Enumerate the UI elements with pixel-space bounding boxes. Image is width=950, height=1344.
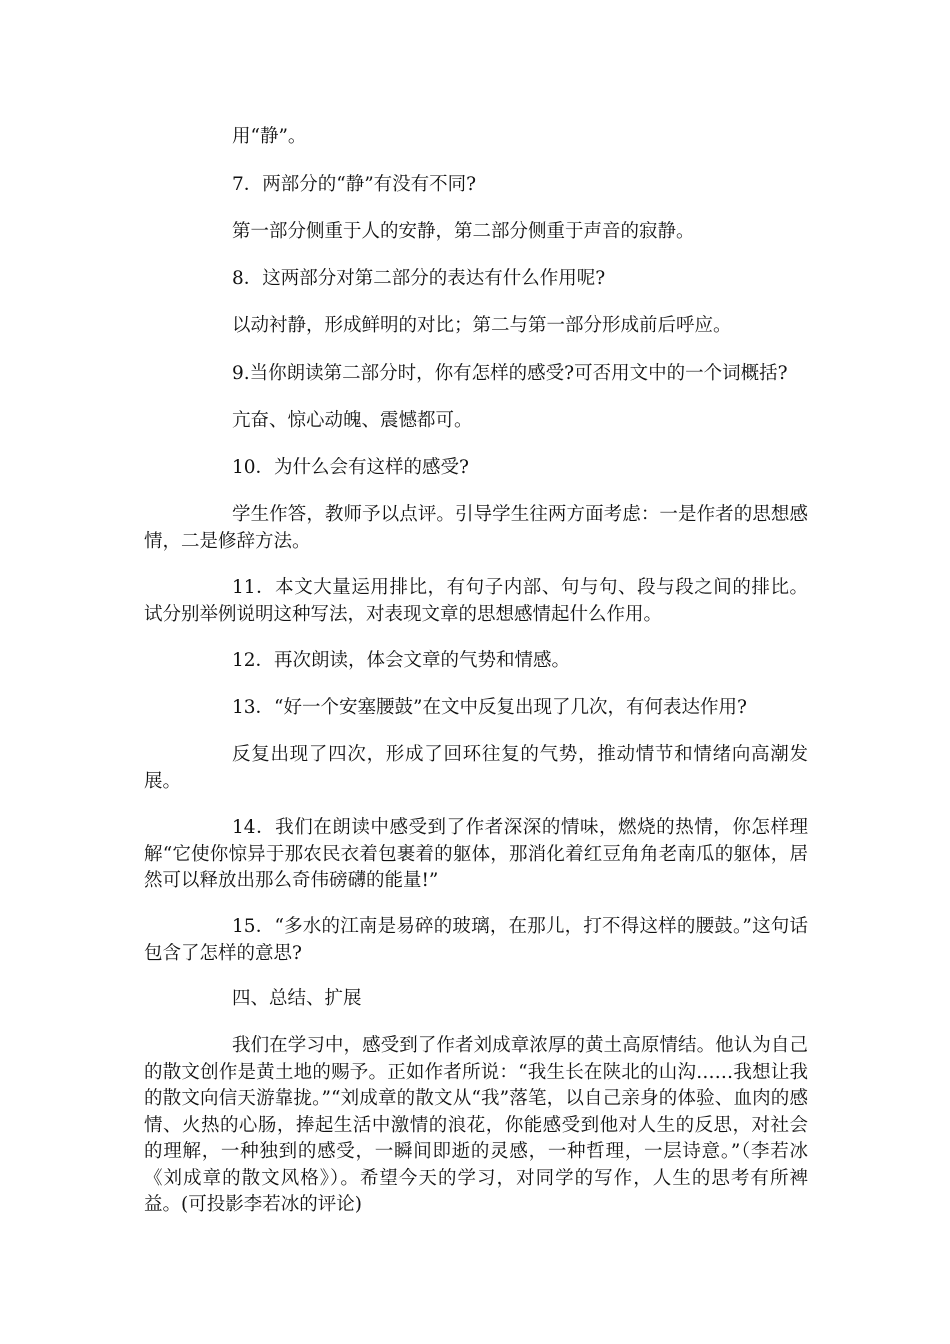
question-11: 11．本文大量运用排比，有句子内部、句与句、段与段之间的排比。试分别举例说明这种写法，对表现文章的思想感情起什么作用。	[144, 577, 808, 625]
question-7: 7．两部分的“静”有没有不同?	[232, 174, 477, 195]
paragraph-continuation: 用“静”。	[232, 126, 307, 147]
item-12: 12．再次朗读，体会文章的气势和情感。	[232, 650, 571, 671]
summary-paragraph: 我们在学习中，感受到了作者刘成章浓厚的黄土高原情结。他认为自己的散文创作是黄土地的赐予。正如作者所说：“我生长在陕北的山沟……我想让我的散文向信天游靠拢。”“刘成章的散文从“我”落笔，以自己亲身的体验、血肉的感情、火热的心肠，捧起生活中激情的浪花，你能感受到他对人生的反思，对社会的理解，一种独到的感受，一瞬间即逝的灵感，一种哲理，一层诗意。”（李若冰《刘成章的散文风格》）。希望今天的学习，对同学的写作，人生的思考有所裨益。(可投影李若冰的评论)	[144, 1035, 808, 1215]
answer-13: 反复出现了四次，形成了回环往复的气势，推动情节和情绪向高潮发展。	[144, 744, 808, 792]
answer-8: 以动衬静，形成鲜明的对比；第二与第一部分形成前后呼应。	[232, 315, 732, 336]
question-8: 8．这两部分对第二部分的表达有什么作用呢?	[232, 268, 606, 289]
answer-7: 第一部分侧重于人的安静，第二部分侧重于声音的寂静。	[232, 221, 695, 242]
answer-9: 亢奋、惊心动魄、震憾都可。	[232, 410, 473, 431]
question-14: 14．我们在朗读中感受到了作者深深的情味，燃烧的热情，你怎样理解“它使你惊异于那农民衣着包裹着的躯体，那消化着红豆角角老南瓜的躯体，居然可以释放出那么奇伟磅礴的能量!”	[144, 817, 808, 891]
answer-10: 学生作答，教师予以点评。引导学生往两方面考虑：一是作者的思想感情，二是修辞方法。	[144, 504, 808, 552]
question-13: 13．“好一个安塞腰鼓”在文中反复出现了几次，有何表达作用?	[232, 697, 747, 718]
question-10: 10．为什么会有这样的感受?	[232, 457, 469, 478]
question-9: 9.当你朗读第二部分时，你有怎样的感受?可否用文中的一个词概括?	[232, 363, 788, 384]
question-15: 15．“多水的江南是易碎的玻璃，在那儿，打不得这样的腰鼓。”这句话包含了怎样的意思?	[144, 916, 808, 964]
section-heading-summary: 四、总结、扩展	[232, 988, 362, 1009]
